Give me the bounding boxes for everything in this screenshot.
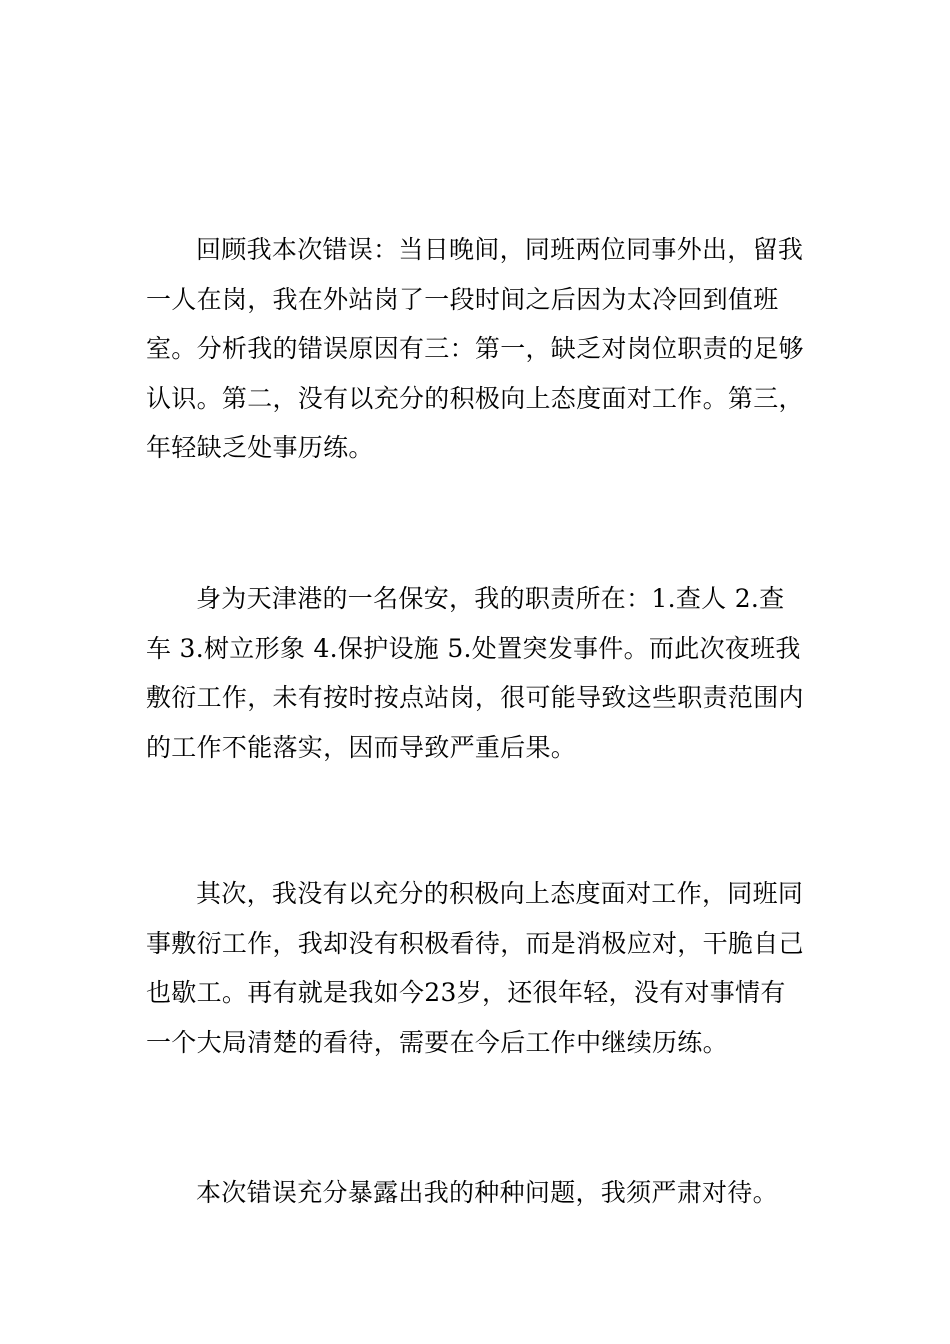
paragraph-attitude-and-experience: 其次，我没有以充分的积极向上态度面对工作，同班同事敷衍工作，我却没有积极看待，而是消极应对，干脆自己也歇工。再有就是我如今23岁，还很年轻，没有对事情有一个大局清楚的看待，需要在今后工作中继续历练。 [146,879,804,1057]
paragraph-review-of-mistake: 回顾我本次错误：当日晚间，同班两位同事外出，留我一人在岗，我在外站岗了一段时间之后因为太冷回到值班室。分析我的错误原因有三：第一，缺乏对岗位职责的足够认识。第二，没有以充分的积极向上态度面对工作。第三，年轻缺乏处事历练。 [146,235,804,462]
paragraph-conclusion: 本次错误充分暴露出我的种种问题，我须严肃对待。 [196,1178,778,1207]
paragraph-security-duties: 身为天津港的一名保安，我的职责所在：1.查人 2.查车 3.树立形象 4.保护设施 5.处置突发事件。而此次夜班我敷衍工作，未有按时按点站岗，很可能导致这些职责范围内的工作不能落实，因而导致严重后果。 [146,584,804,762]
